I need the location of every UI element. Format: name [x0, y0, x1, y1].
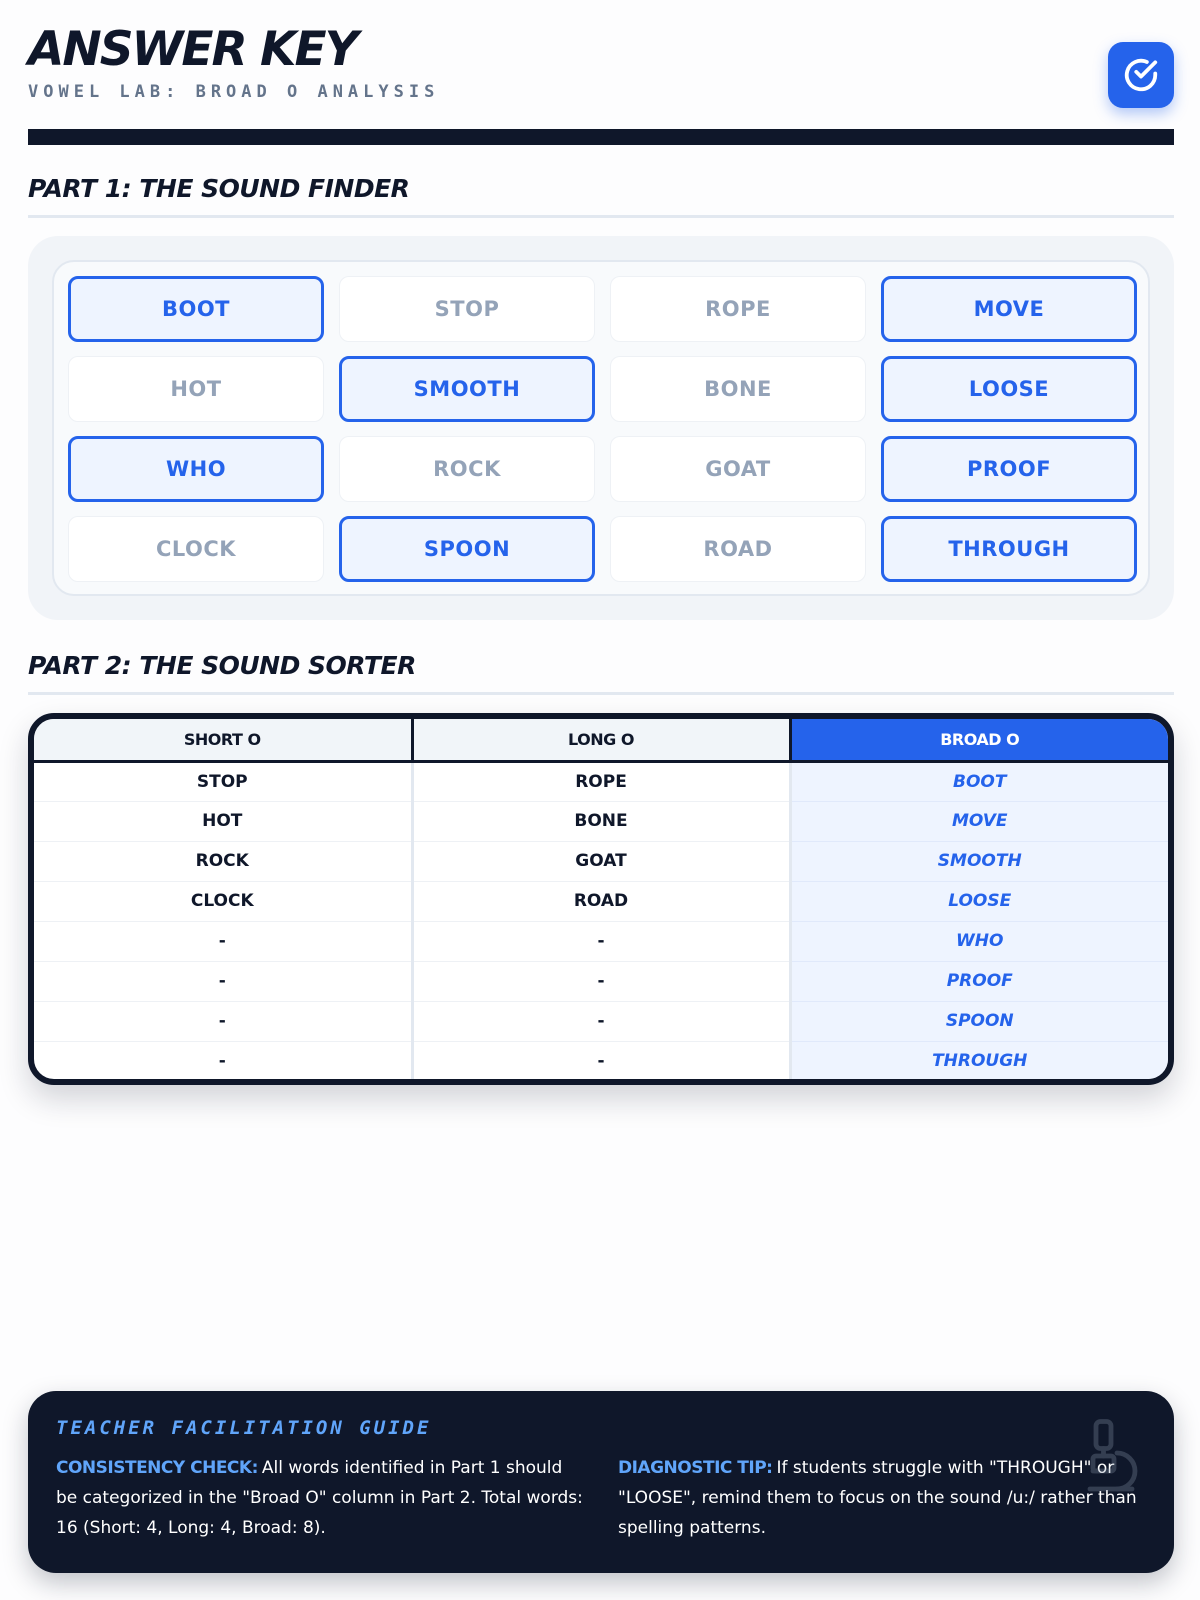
check-circle-icon [1122, 56, 1160, 94]
teacher-guide-panel [28, 1391, 1174, 1573]
long-o-cell: - [412, 921, 790, 961]
long-o-cell: GOAT [412, 841, 790, 881]
word-tile-spoon[interactable]: SPOON [339, 516, 595, 582]
consistency-check-label: CONSISTENCY CHECK: [56, 1458, 258, 1478]
long-o-cell: ROPE [412, 761, 790, 801]
word-tile-smooth[interactable]: SMOOTH [339, 356, 595, 422]
sound-finder-grid [52, 260, 1150, 596]
word-tile-boot[interactable]: BOOT [68, 276, 324, 342]
consistency-check-text: All words identified in Part 1 should be categorized in the "Broad O" column in Part 2. Total words: 16 (Short: 4, Long: 4, Broad: 8). [56, 1458, 583, 1538]
table-row [34, 841, 1168, 881]
word-tile-through[interactable]: THROUGH [881, 516, 1137, 582]
guide-title: TEACHER FACILITATION GUIDE [56, 1417, 432, 1439]
broad-o-cell: MOVE [790, 801, 1168, 841]
page-title: ANSWER KEY [28, 22, 357, 77]
broad-o-cell: SPOON [790, 1001, 1168, 1041]
word-tile-move[interactable]: MOVE [881, 276, 1137, 342]
word-tile-loose[interactable]: LOOSE [881, 356, 1137, 422]
broad-o-cell: PROOF [790, 961, 1168, 1001]
long-o-cell: - [412, 1041, 790, 1081]
part1-title: PART 1: THE SOUND FINDER [28, 174, 1174, 218]
table-row [34, 1001, 1168, 1041]
broad-o-cell: SMOOTH [790, 841, 1168, 881]
long-o-cell: - [412, 961, 790, 1001]
broad-o-cell: THROUGH [790, 1041, 1168, 1081]
microscope-icon [1072, 1417, 1144, 1495]
diagnostic-tip-text: If students struggle with "THROUGH" or "LOOSE", remind them to focus on the sound /u:/ rather than spelling patterns. [618, 1458, 1137, 1538]
short-o-cell: - [34, 921, 412, 961]
word-tile-rope[interactable]: ROPE [610, 276, 866, 342]
table-row [34, 1041, 1168, 1081]
column-header-broad-o: BROAD O [790, 719, 1168, 761]
table-header-row [34, 719, 1168, 761]
consistency-check-note [56, 1453, 584, 1543]
table-row [34, 801, 1168, 841]
long-o-cell: BONE [412, 801, 790, 841]
sound-finder-panel [28, 236, 1174, 620]
part2-title: PART 2: THE SOUND SORTER [28, 651, 1174, 695]
sound-sorter-table [28, 713, 1174, 1085]
short-o-cell: CLOCK [34, 881, 412, 921]
broad-o-cell: LOOSE [790, 881, 1168, 921]
word-tile-stop[interactable]: STOP [339, 276, 595, 342]
column-header-short-o: SHORT O [34, 719, 412, 761]
word-tile-goat[interactable]: GOAT [610, 436, 866, 502]
diagnostic-tip-note [618, 1453, 1146, 1543]
page-header [28, 22, 1174, 122]
word-tile-hot[interactable]: HOT [68, 356, 324, 422]
short-o-cell: - [34, 1001, 412, 1041]
word-tile-bone[interactable]: BONE [610, 356, 866, 422]
short-o-cell: - [34, 1041, 412, 1081]
short-o-cell: ROCK [34, 841, 412, 881]
diagnostic-tip-label: DIAGNOSTIC TIP: [618, 1458, 773, 1478]
long-o-cell: - [412, 1001, 790, 1041]
header-divider [28, 129, 1174, 145]
word-tile-rock[interactable]: ROCK [339, 436, 595, 502]
short-o-cell: - [34, 961, 412, 1001]
broad-o-cell: BOOT [790, 761, 1168, 801]
word-tile-clock[interactable]: CLOCK [68, 516, 324, 582]
answer-check-button[interactable] [1108, 42, 1174, 108]
word-tile-road[interactable]: ROAD [610, 516, 866, 582]
table-row [34, 761, 1168, 801]
short-o-cell: HOT [34, 801, 412, 841]
long-o-cell: ROAD [412, 881, 790, 921]
page-subtitle: VOWEL LAB: BROAD O ANALYSIS [28, 82, 440, 102]
column-header-long-o: LONG O [412, 719, 790, 761]
word-tile-who[interactable]: WHO [68, 436, 324, 502]
word-tile-proof[interactable]: PROOF [881, 436, 1137, 502]
short-o-cell: STOP [34, 761, 412, 801]
broad-o-cell: WHO [790, 921, 1168, 961]
table-row [34, 921, 1168, 961]
table-row [34, 881, 1168, 921]
table-row [34, 961, 1168, 1001]
